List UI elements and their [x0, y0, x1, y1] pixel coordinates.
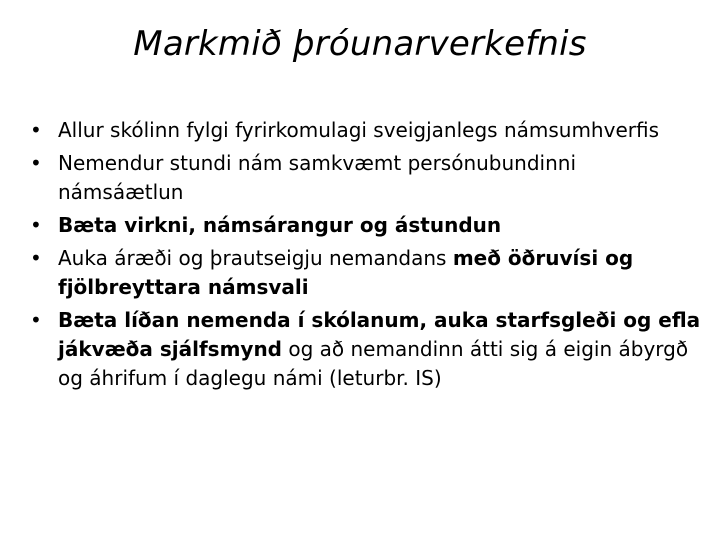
bullet-text: Nemendur stundi nám samkvæmt persónubundinni námsáætlun — [58, 151, 577, 204]
bullet-text-bold: Bæta virkni, námsárangur og ástundun — [58, 213, 502, 237]
bullet-icon: • — [30, 151, 42, 175]
bullet-item — [30, 306, 702, 393]
bullet-text: Allur skólinn fylgi fyrirkomulagi sveigjanlegs námsumhverfis — [58, 118, 659, 142]
bullet-icon: • — [30, 213, 42, 237]
bullet-item — [30, 211, 702, 240]
bullet-text: Auka áræði og þrautseigju nemandans — [58, 246, 453, 270]
bullet-item — [30, 244, 702, 302]
bullet-icon: • — [30, 246, 42, 270]
bullet-item — [30, 149, 702, 207]
bullet-item — [30, 116, 702, 145]
bullet-list — [30, 116, 702, 397]
bullet-icon: • — [30, 308, 42, 332]
bullet-text: og að nemandinn átti sig á eigin ábyrgð og áhrifum í daglegu námi (leturbr. IS) — [58, 337, 689, 390]
slide-title: Markmið þróunarverkefnis — [133, 24, 587, 64]
bullet-icon: • — [30, 118, 42, 142]
bullet-text-bold: Bæta líðan nemenda í skólanum, auka starfsgleði og efla jákvæða sjálfsmynd — [58, 308, 701, 361]
bullet-text-bold: með öðruvísi og fjölbreyttara námsvali — [58, 246, 634, 299]
